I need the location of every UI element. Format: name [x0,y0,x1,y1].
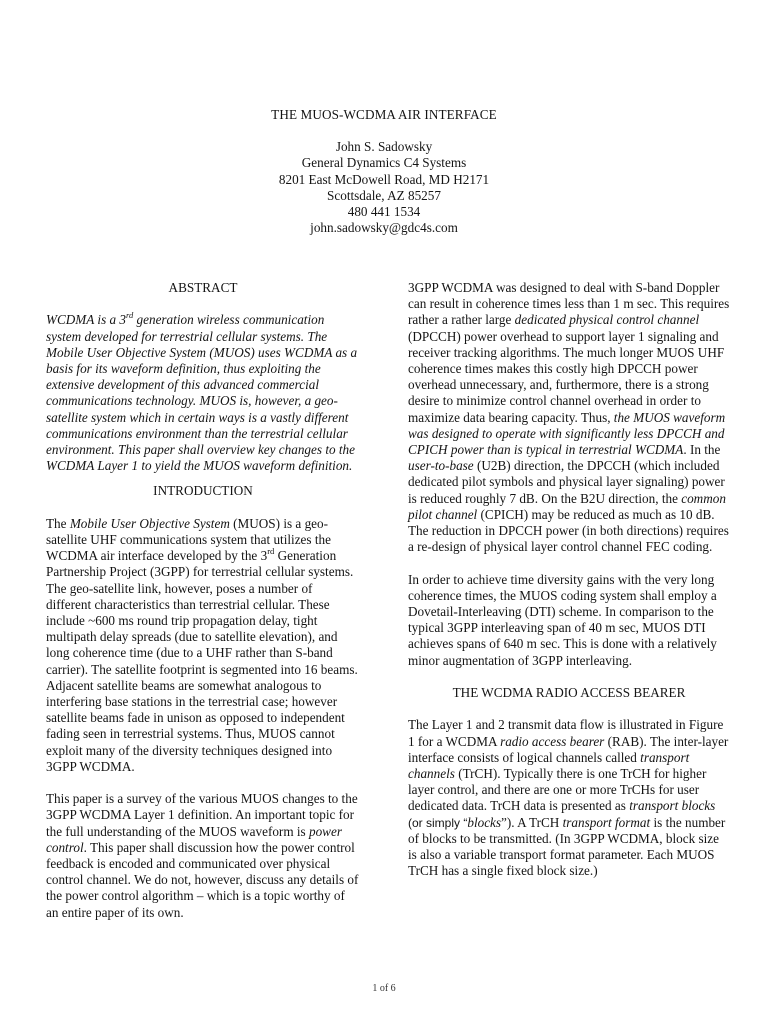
text-run: . This paper shall discussion how the power control feedback is encoded and communicated over physical control channel. We do not, however, discuss any details of the power control algorithm – which is a topic worthy of an entire paper of its own. [46,839,359,920]
text-run: (MUOS) is a geo-satellite UHF communications system that utilizes the WCDMA air interface developed by the 3 [46,515,331,564]
italic-term: user-to-base [408,458,474,474]
italic-term: blocks [467,814,502,830]
text-run: This paper is a survey of the various MUOS changes to the 3GPP WCDMA Layer 1 definition. An important topic for the full understanding of the MUOS waveform is [46,791,358,839]
italic-sentence: the MUOS waveform was designed to operate with significantly less DPCCH and CPICH power than is typical in terrestrial WCDMA [408,409,726,458]
text-run: (DPCCH) power overhead to support layer 1 signaling and receiver tracking algorithms. The much longer MUOS UHF coherence times makes this costly high DPCCH power overhead unnecessary, and, furthermore, there is a strong desire to minimize control channel overhead in order to maximize data bearing capacity. Thus, [408,328,725,425]
right-paragraph-2: In order to achieve time diversity gains with the very long coherence times, the MUOS coding system shall employ a Dovetail-Interleaving (DTI) scheme. In comparison to the typical 3GPP interleaving span of 40 m sec, MUOS DTI achieves spans of 640 m sec. This is done with a relatively minor augmentation of 3GPP interleaving. [408,571,717,668]
text-run: (RAB). The inter-layer interface consists of logical channels called [408,733,729,765]
text-run: (TrCH). Typically there is one TrCH for higher layer control, and there are one or more TrCHs for user dedicated data. TrCH data is presented as [408,766,707,814]
page-number: 1 of 6 [372,983,396,994]
left-column [46,280,360,921]
text-run: (or simply “ [408,815,468,830]
text-run: . In the [683,442,721,458]
text-run: is the number of blocks to be transmitted. (In 3GPP WCDMA, block size is also a variable transport format parameter. Each MUOS TrCH has a single fixed block size.) [408,814,726,879]
abstract-text-part: WCDMA is a 3 [46,312,126,328]
italic-term: Mobile User Objective System [69,515,230,531]
introduction-paragraph-2 [46,791,360,921]
right-column [408,280,730,879]
text-run: ”). A TrCH [501,814,563,830]
right-paragraph-3 [408,717,730,879]
author-phone: 480 441 1534 [347,204,421,220]
italic-term: power control [46,823,342,855]
abstract-superscript: rd [125,310,134,320]
author-name: John S. Sadowsky [335,139,433,155]
rab-heading: THE WCDMA RADIO ACCESS BEARER [452,685,686,701]
italic-term: transport blocks [629,798,716,814]
author-email: john.sadowsky@gdc4s.com [310,220,458,236]
text-run: The [46,515,70,531]
text-run: The Layer 1 and 2 transmit data flow is illustrated in Figure 1 for a WCDMA [408,717,724,749]
paper-title: THE MUOS-WCDMA AIR INTERFACE [271,107,497,122]
superscript: rd [267,545,275,556]
italic-term: transport channels [408,749,690,782]
abstract-text-part: generation wireless communication system developed for terrestrial cellular systems. The Mobile User Objective System (MUOS) uses WCDMA as a basis for its waveform definition, thus exploiting the extensive development of this advanced commercial communications technology. MUOS is, however, a geo-satellite system which in certain ways is a vastly different communications environment than the terrestrial cellular environment. This paper shall overview key changes to the WCDMA Layer 1 to yield the MUOS waveform definition. [46,312,358,474]
paper-header [0,107,768,236]
text-run: (CPICH) may be reduced as much as 10 dB. The reduction in DPCCH power (in both directions) requires a re-design of physical layer control channel FEC coding. [408,506,729,555]
right-paragraph-1 [408,280,730,555]
author-address-city: Scottsdale, AZ 85257 [327,187,441,203]
italic-term: common pilot channel [408,490,726,522]
italic-term: dedicated physical control channel [514,312,700,328]
italic-term: radio access bearer [500,733,605,749]
text-run: 3GPP WCDMA was designed to deal with S-band Doppler can result in coherence times less than 1 m sec. This requires rather a rather large [408,280,730,328]
text-run: (U2B) direction, the DPCCH (which included dedicated pilot symbols and physical layer signaling) power is reduced roughly 7 dB. On the B2U direction, the [408,458,725,506]
text-run: Generation Partnership Project (3GPP) for terrestrial cellular systems. The geo-satellite link, however, poses a number of different characteristics than terrestrial cellular. These include ~600 ms round trip propagation delay, tight multipath delay spreads (due to satellite elevation), and long coherence time (due to a UHF rather than S-band carrier). The satellite footprint is segmented into 16 beams. Adjacent satellite beams are somewhat analogous to interfering base stations in the terrestrial case; however satellite beams fade in unison as opposed to independent fading seen in terrestrial systems. Thus, MUOS cannot exploit many of the diversity techniques designed into 3GPP WCDMA. [46,548,358,774]
introduction-paragraph-1 [46,516,360,775]
abstract-heading: ABSTRACT [168,280,238,295]
introduction-heading: INTRODUCTION [153,483,253,499]
author-address-street: 8201 East McDowell Road, MD H2171 [278,171,490,187]
italic-term: transport format [562,814,651,830]
abstract-text [46,312,360,474]
author-affiliation: General Dynamics C4 Systems [301,155,467,171]
